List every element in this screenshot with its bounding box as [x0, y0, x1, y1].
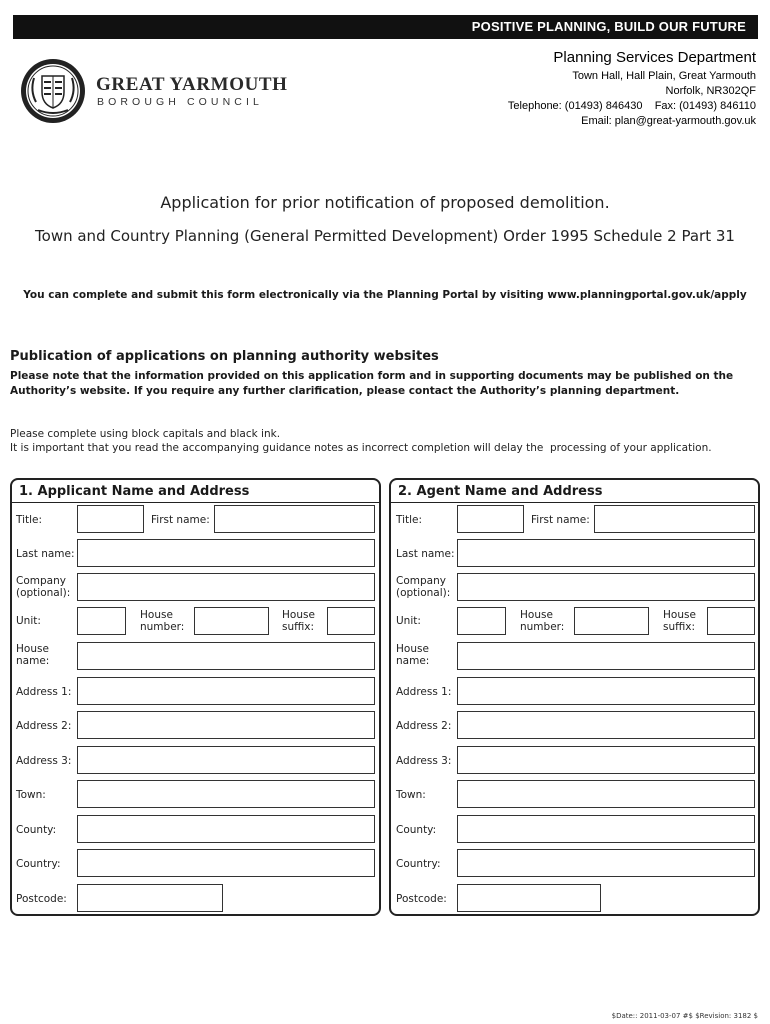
country-label: Country:: [16, 858, 61, 870]
applicant-town-input[interactable]: [77, 780, 375, 808]
unit-label: Unit:: [16, 615, 41, 627]
house-number-label: House number:: [520, 609, 565, 633]
phone-fax: Telephone: (01493) 846430 Fax: (01493) 846110: [507, 100, 756, 112]
department-title: Planning Services Department: [553, 49, 756, 66]
instructions: [10, 427, 760, 455]
applicant-unit-input[interactable]: [77, 607, 126, 635]
instructions-line-1: Please complete using block capitals and black ink.: [10, 428, 281, 440]
publication-text: Please note that the information provided on this application form and in supporting documents may be published on the Authority’s website. If you require any further clarification, please contact the Authority’s planning department.: [10, 370, 734, 397]
panel-divider: [391, 502, 758, 503]
first-name-label: First name:: [151, 514, 210, 526]
department-contact-block: [508, 49, 756, 129]
planning-portal-note: You can complete and submit this form electronically via the Planning Portal by visiting www.planningportal.gov.uk/apply: [23, 289, 747, 301]
revision-footer: $Date:: 2011-03-07 #$ $Revision: 3182 $: [611, 1012, 758, 1020]
agent-house-name-input[interactable]: [457, 642, 755, 670]
address2-label: Address 2:: [396, 720, 452, 732]
email: Email: plan@great-yarmouth.gov.uk: [581, 115, 756, 127]
town-label: Town:: [396, 789, 426, 801]
unit-label: Unit:: [396, 615, 421, 627]
agent-address3-input[interactable]: [457, 746, 755, 774]
address3-label: Address 3:: [16, 755, 72, 767]
last-name-label: Last name:: [16, 548, 75, 560]
county-label: County:: [16, 824, 57, 836]
house-number-label: House number:: [140, 609, 185, 633]
council-subtitle: BOROUGH COUNCIL: [97, 96, 263, 108]
title-label: Title:: [16, 514, 43, 526]
agent-county-input[interactable]: [457, 815, 755, 843]
applicant-title-input[interactable]: [77, 505, 144, 533]
agent-first-name-input[interactable]: [594, 505, 755, 533]
first-name-label: First name:: [531, 514, 590, 526]
company-label: Company (optional):: [16, 575, 71, 599]
form-subtitle: Town and Country Planning (General Permitted Development) Order 1995 Schedule 2 Part 31: [35, 227, 735, 245]
postcode-label: Postcode:: [396, 893, 447, 905]
applicant-county-input[interactable]: [77, 815, 375, 843]
applicant-house-name-input[interactable]: [77, 642, 375, 670]
applicant-panel: [10, 478, 381, 916]
agent-address2-input[interactable]: [457, 711, 755, 739]
agent-postcode-input[interactable]: [457, 884, 601, 912]
house-name-label: House name:: [16, 643, 50, 667]
company-label: Company (optional):: [396, 575, 451, 599]
house-suffix-label: House suffix:: [663, 609, 696, 633]
applicant-last-name-input[interactable]: [77, 539, 375, 567]
postcode-label: Postcode:: [16, 893, 67, 905]
agent-address1-input[interactable]: [457, 677, 755, 705]
address-line-1: Town Hall, Hall Plain, Great Yarmouth: [572, 70, 756, 82]
agent-heading: 2. Agent Name and Address: [398, 484, 603, 499]
agent-title-input[interactable]: [457, 505, 524, 533]
agent-company-input[interactable]: [457, 573, 755, 601]
applicant-address3-input[interactable]: [77, 746, 375, 774]
agent-last-name-input[interactable]: [457, 539, 755, 567]
town-label: Town:: [16, 789, 46, 801]
last-name-label: Last name:: [396, 548, 455, 560]
agent-panel: [389, 478, 760, 916]
council-name: GREAT YARMOUTH: [96, 74, 288, 95]
applicant-postcode-input[interactable]: [77, 884, 223, 912]
panel-divider: [12, 502, 379, 503]
applicant-first-name-input[interactable]: [214, 505, 375, 533]
agent-town-input[interactable]: [457, 780, 755, 808]
applicant-company-input[interactable]: [77, 573, 375, 601]
agent-unit-input[interactable]: [457, 607, 506, 635]
county-label: County:: [396, 824, 437, 836]
address1-label: Address 1:: [396, 686, 452, 698]
applicant-house-number-input[interactable]: [194, 607, 269, 635]
title-label: Title:: [396, 514, 423, 526]
house-name-label: House name:: [396, 643, 430, 667]
applicant-address2-input[interactable]: [77, 711, 375, 739]
applicant-country-input[interactable]: [77, 849, 375, 877]
agent-house-suffix-input[interactable]: [707, 607, 755, 635]
instructions-line-2: It is important that you read the accompanying guidance notes as incorrect completion will delay the processing of your application.: [10, 442, 712, 454]
publication-heading: Publication of applications on planning authority websites: [10, 349, 439, 364]
agent-country-input[interactable]: [457, 849, 755, 877]
agent-house-number-input[interactable]: [574, 607, 649, 635]
applicant-address1-input[interactable]: [77, 677, 375, 705]
council-crest-logo: [20, 58, 86, 124]
address2-label: Address 2:: [16, 720, 72, 732]
address-line-2: Norfolk, NR302QF: [665, 85, 756, 97]
country-label: Country:: [396, 858, 441, 870]
address1-label: Address 1:: [16, 686, 72, 698]
applicant-house-suffix-input[interactable]: [327, 607, 375, 635]
applicant-heading: 1. Applicant Name and Address: [19, 484, 250, 499]
house-suffix-label: House suffix:: [282, 609, 315, 633]
header-banner: POSITIVE PLANNING, BUILD OUR FUTURE: [13, 15, 758, 39]
address3-label: Address 3:: [396, 755, 452, 767]
form-title: Application for prior notification of proposed demolition.: [160, 193, 610, 212]
